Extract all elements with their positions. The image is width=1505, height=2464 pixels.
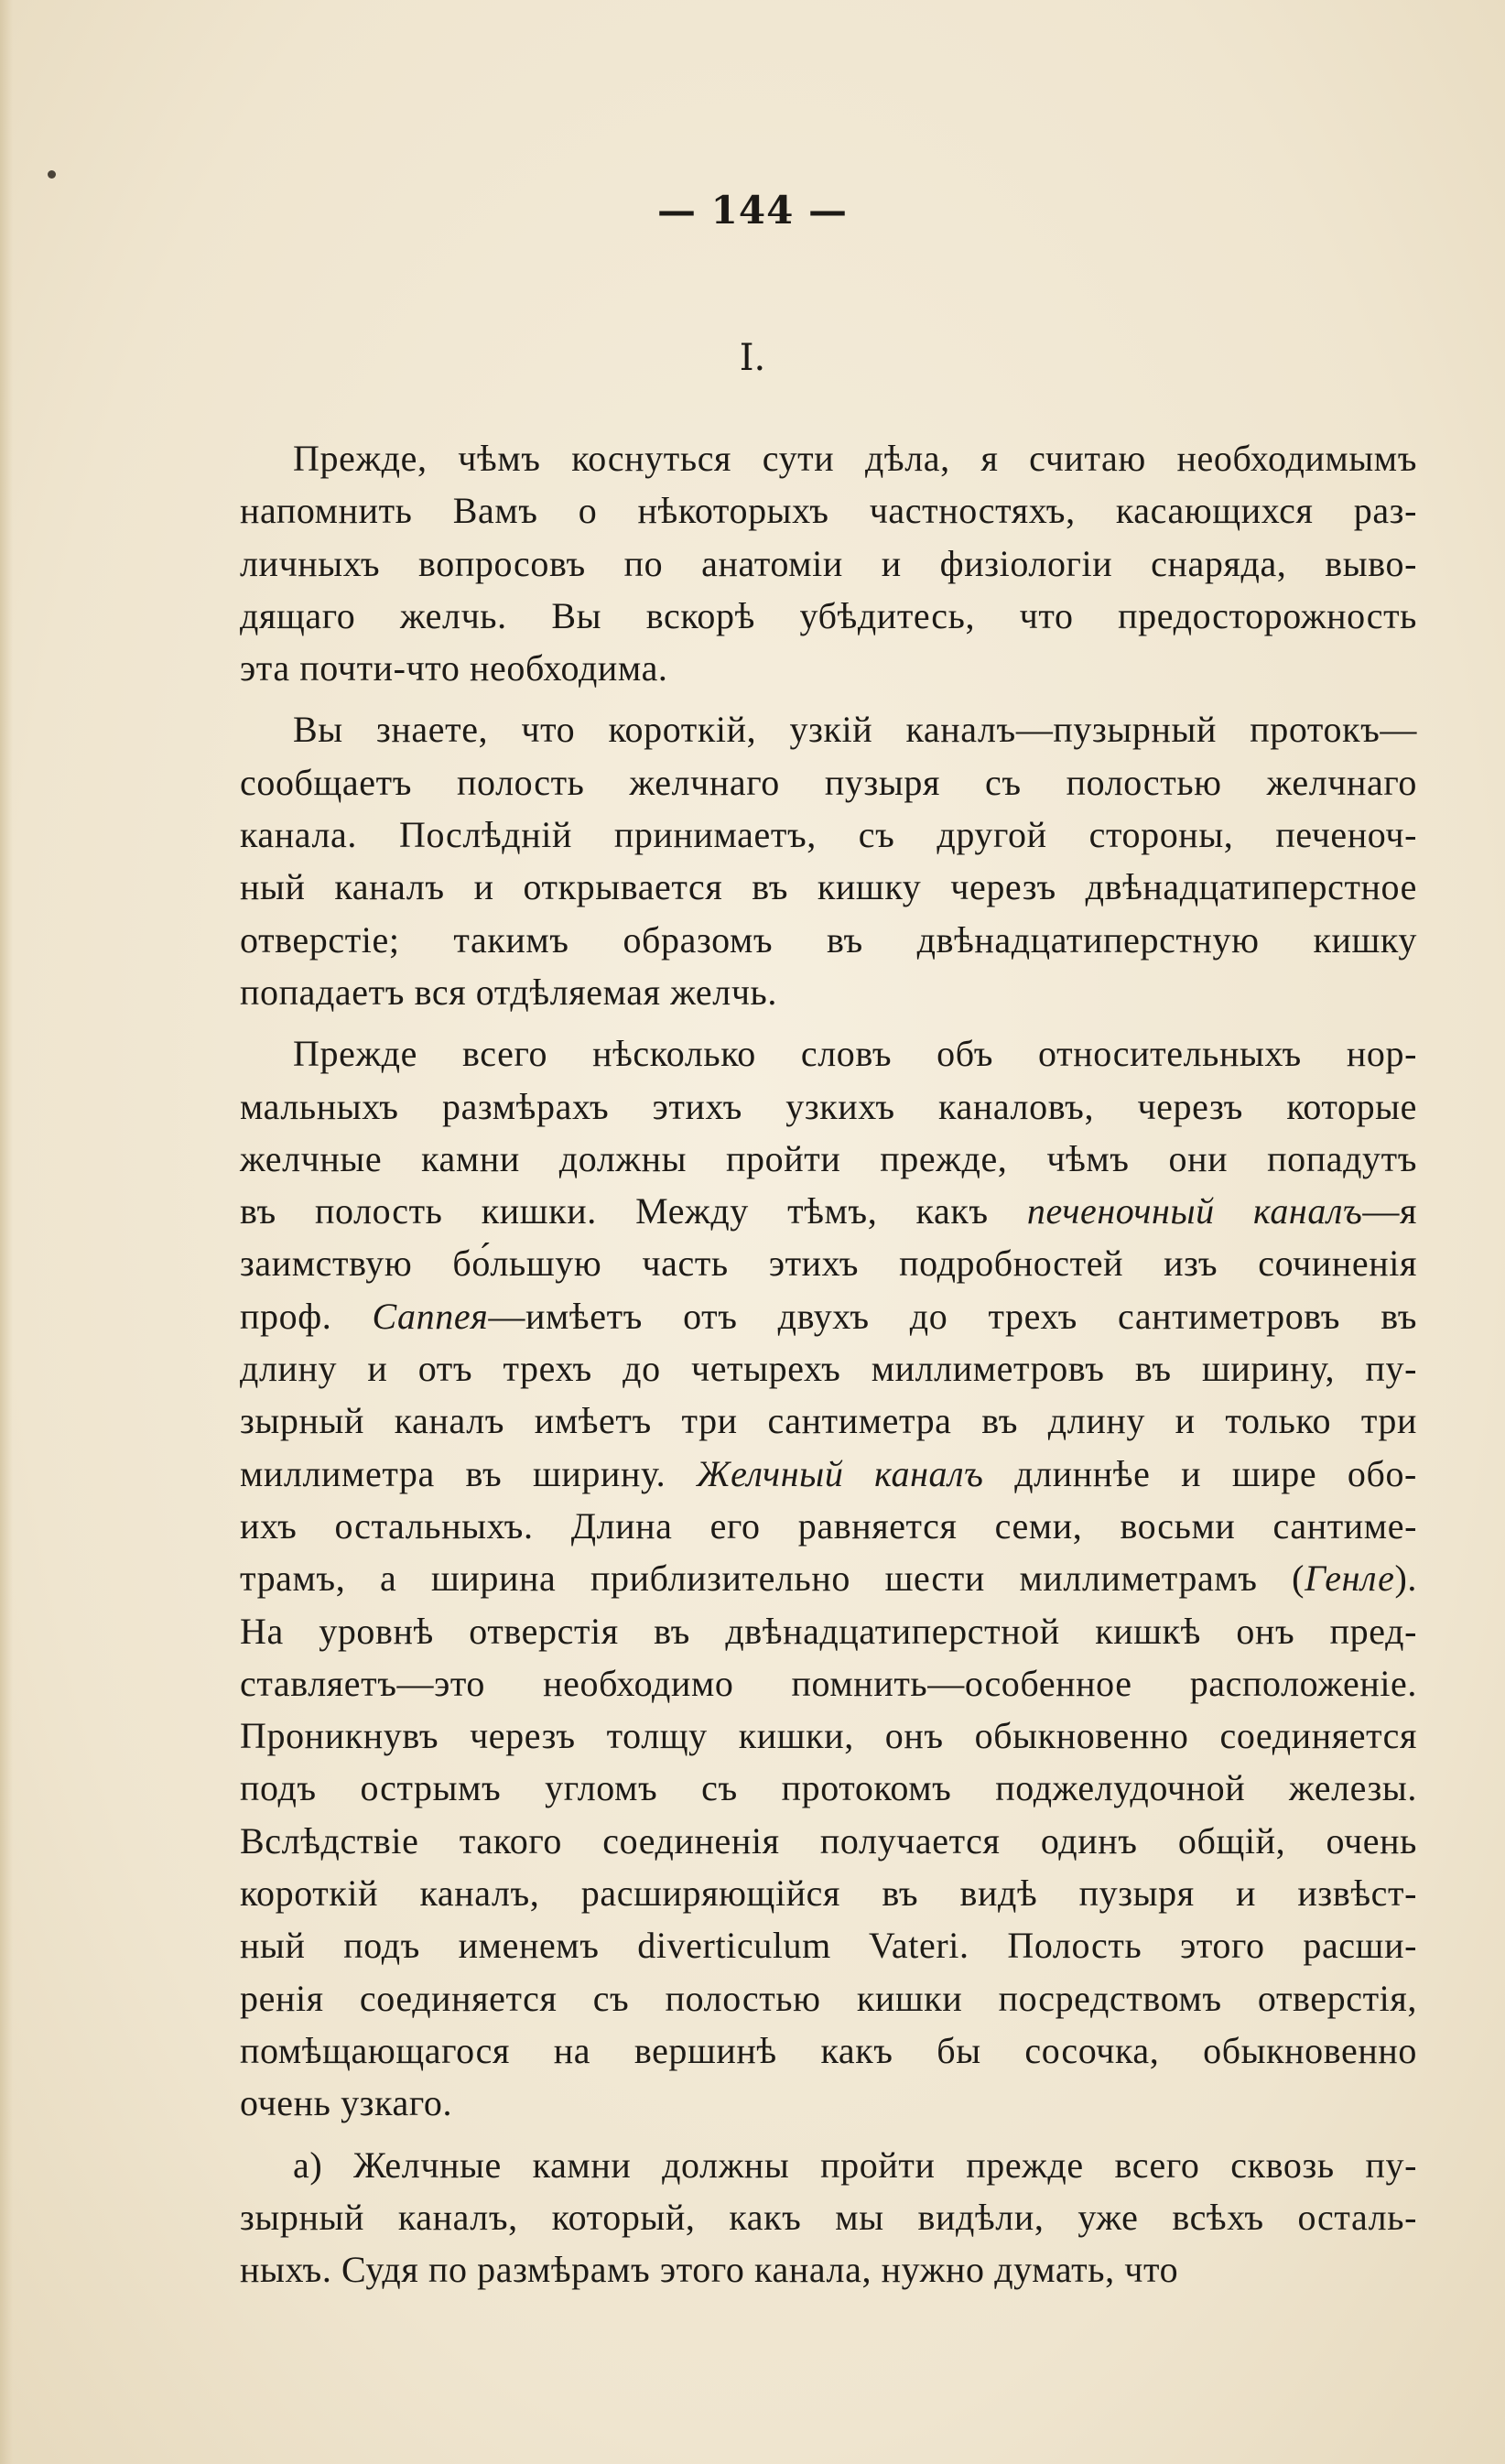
text-line: канала. Послѣдній принимаетъ, съ другой стороны, печеноч- [240,814,1417,856]
text-line: попадаетъ вся отдѣляемая желчь. [240,971,777,1013]
text-line: мальныхъ размѣрахъ этихъ узкихъ каналовъ, черезъ которые [240,1085,1417,1127]
text-line: длину и отъ трехъ до четырехъ миллиметровъ въ ширину, пу- [240,1348,1417,1390]
text-line: ренія соединяется съ полостью кишки посредствомъ отверстія, [240,1977,1417,2019]
paragraph [240,1027,1417,2129]
ink-spot [48,170,56,179]
text-line: желчные камни должны пройти прежде, чѣмъ они попадутъ [240,1137,1417,1179]
text-line: очень узкаго. [240,2082,453,2124]
paragraph [240,2139,1417,2296]
text-line: трамъ, а ширина приблизительно шести миллиметрамъ (Генле). [240,1558,1417,1600]
text-line: ный подъ именемъ diverticulum Vateri. Полость этого расши- [240,1925,1417,1967]
text-line: личныхъ вопросовъ по анатоміи и физіологіи снаряда, выво- [240,542,1417,584]
text-line: сообщаетъ полость желчнаго пузыря съ полостью желчнаго [240,761,1417,803]
text-line: ставляетъ—это необходимо помнить—особенное расположеніе. [240,1662,1417,1704]
text-line: а) Желчные камни должны пройти прежде всего сквозь пу- [293,2144,1417,2186]
text-line: заимствую бо́льшую часть этихъ подробностей изъ сочиненія [240,1243,1417,1285]
text-line: отверстіе; такимъ образомъ въ двѣнадцатиперстную кишку [240,918,1417,961]
paragraph [240,703,1417,1018]
text-line: зырный каналъ, который, какъ мы видѣли, уже всѣхъ осталь- [240,2196,1417,2238]
text-line: На уровнѣ отверстія въ двѣнадцатиперстной кишкѣ онъ пред- [240,1610,1417,1652]
paragraph [240,432,1417,694]
text-line: Прежде всего нѣсколько словъ объ относительныхъ нор- [293,1033,1417,1075]
text-line: помѣщающагося на вершинѣ какъ бы сосочка, обыкновенно [240,2029,1417,2071]
text-line: ный каналъ и открывается въ кишку черезъ двѣнадцатиперстное [240,866,1417,908]
text-line: Вслѣдствіе такого соединенія получается одинъ общій, очень [240,1819,1417,1862]
text-line: проф. Саппея—имѣетъ отъ двухъ до трехъ сантиметровъ въ [240,1295,1417,1337]
body-text [240,432,1417,2305]
text-line: эта почти-что необходима. [240,647,668,689]
text-line: Проникнувъ черезъ толщу кишки, онъ обыкновенно соединяется [240,1715,1417,1757]
text-line: въ полость кишки. Между тѣмъ, какъ печеночный каналъ—я [240,1190,1417,1232]
section-heading: I. [739,337,766,379]
text-line: Прежде, чѣмъ коснуться сути дѣла, я считаю необходимымъ [293,438,1417,479]
page-number: — 144 — [657,188,848,233]
text-line: миллиметра въ ширину. Желчный каналъ длиннѣе и шире обо- [240,1452,1417,1494]
text-line: подъ острымъ угломъ съ протокомъ поджелудочной железы. [240,1767,1417,1809]
text-line: короткій каналъ, расширяющійся въ видѣ пузыря и извѣст- [240,1872,1417,1915]
text-line: ныхъ. Судя по размѣрамъ этого канала, нужно думать, что [240,2249,1179,2291]
text-line: ихъ остальныхъ. Длина его равняется семи, восьми сантиме- [240,1504,1417,1547]
text-line: Вы знаете, что короткій, узкій каналъ—пузырный протокъ— [293,709,1417,751]
text-line: напомнить Вамъ о нѣкоторыхъ частностяхъ, касающихся раз- [240,490,1417,532]
text-line: зырный каналъ имѣетъ три сантиметра въ длину и только три [240,1400,1417,1442]
text-line: дящаго желчь. Вы вскорѣ убѣдитесь, что предосторожность [240,594,1417,636]
